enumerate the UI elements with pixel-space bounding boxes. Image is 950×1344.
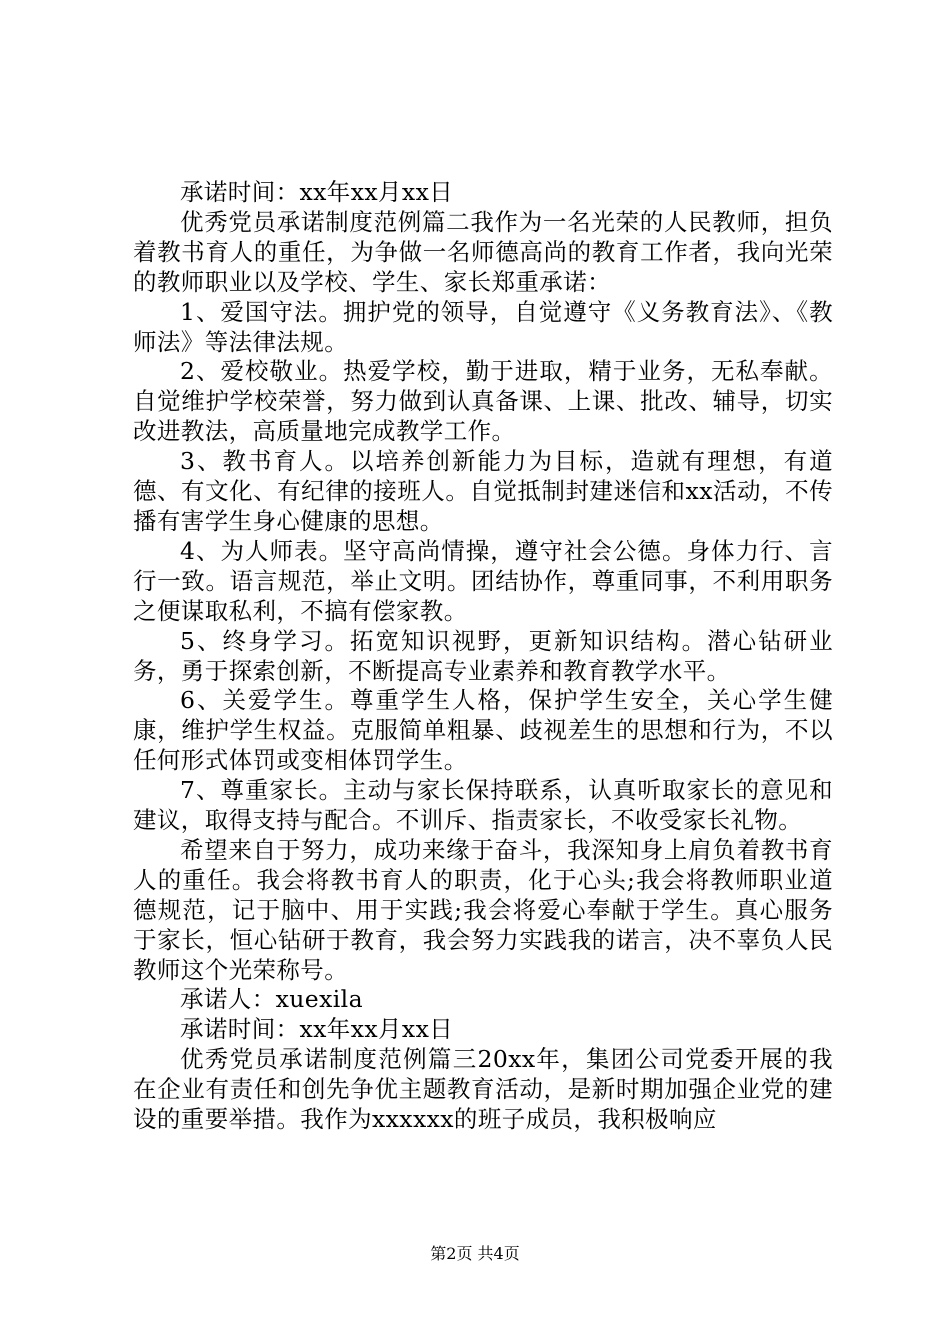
- paragraph-intro-example-2: 优秀党员承诺制度范例篇二我作为一名光荣的人民教师，担负着教书育人的重任，为争做一名师德高尚的教育工作者，我向光荣的教师职业以及学校、学生、家长郑重承诺：: [133, 207, 833, 296]
- paragraph-item-1: 1、爱国守法。拥护党的领导，自觉遵守《义务教育法》、《教师法》等法律法规。: [133, 297, 833, 356]
- paragraph-item-5: 5、终身学习。拓宽知识视野，更新知识结构。潜心钻研业务，勇于探索创新，不断提高专业素养和教育教学水平。: [133, 626, 833, 685]
- paragraph-item-6: 6、关爱学生。尊重学生人格，保护学生安全，关心学生健康，维护学生权益。克服简单粗暴、歧视差生的思想和行为，不以任何形式体罚或变相体罚学生。: [133, 686, 833, 775]
- paragraph-commit-time-1: 承诺时间：xx年xx月xx日: [180, 178, 454, 206]
- paragraph-item-3: 3、教书育人。以培养创新能力为目标，造就有理想，有道德、有文化、有纪律的接班人。自觉抵制封建迷信和xx活动，不传播有害学生身心健康的思想。: [133, 447, 833, 535]
- page-number: 第2页 共4页: [430, 1244, 520, 1263]
- paragraph-commit-time-2: 承诺时间：xx年xx月xx日: [180, 1015, 454, 1044]
- paragraph-item-7: 7、尊重家长。主动与家长保持联系，认真听取家长的意见和建议，取得支持与配合。不训斥、指责家长，不收受家长礼物。: [133, 776, 833, 835]
- paragraph-item-2: 2、爱校敬业。热爱学校，勤于进取，精于业务，无私奉献。自觉维护学校荣誉，努力做到认真备课、上课、批改、辅导，切实改进教法，高质量地完成教学工作。: [133, 357, 833, 446]
- page-footer: [0, 1244, 950, 1264]
- paragraph-signatory: 承诺人：xuexila: [180, 985, 363, 1014]
- paragraph-intro-example-3: 优秀党员承诺制度范例篇三20xx年，集团公司党委开展的我在企业有责任和创先争优主题教育活动，是新时期加强企业党的建设的重要举措。我作为xxxxxx的班子成员，我积极响应: [133, 1045, 833, 1134]
- document-body: [133, 178, 833, 1135]
- paragraph-item-4: 4、为人师表。坚守高尚情操，遵守社会公德。身体力行、言行一致。语言规范，举止文明。团结协作，尊重同事，不利用职务之便谋取私利，不搞有偿家教。: [133, 536, 833, 625]
- paragraph-closing: 希望来自于努力，成功来缘于奋斗，我深知身上肩负着教书育人的重任。我会将教书育人的职责，化于心头;我会将教师职业道德规范，记于脑中、用于实践;我会将爱心奉献于学生。真心服务于家长，恒心钻研于教育，我会努力实践我的诺言，决不辜负人民教师这个光荣称号。: [133, 835, 833, 984]
